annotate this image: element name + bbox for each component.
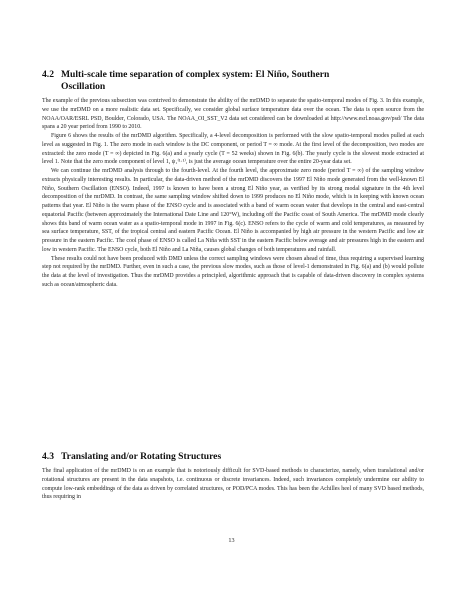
- paragraph: Figure 6 shows the results of the mrDMD algorithm. Specifically, a 4-level decomposition is performed with the slow spatio-temporal modes pulled at each level as suggested in Fig. 1. The zero mode in each window is the DC component, or period T = ∞ mode. At the first level of the decomposition, two modes are extracted: the zero mode (T = ∞) depicted in Fig. 6(a) and a yearly cycle (T = 52 weeks) shown in Fig. 6(b). The yearly cycle is the slowest mode extracted at level 1. Note that the zero mode component of level 1, ψ₁⁽¹·¹⁾, is just the average ocean temperature over the entire 20-year data set.: [42, 133, 424, 166]
- section-body-4-2: [42, 97, 424, 290]
- paragraph: We can continue the mrDMD analysis through to the fourth-level. At the fourth level, the approximate zero mode (period T = ∞) of the sampling window extracts physically interesting results. In particular, the data-driven method of the mrDMD discovers the 1997 El Niño mode generated from the well-known El Niño, Southern Oscillation (ENSO). Indeed, 1997 is known to have been a strong El Niño year, as verified by its strong modal signature in the 4th level decomposition of the mrDMD. In contrast, the same sampling window shifted down to 1999 produces no El Niño mode, which is in keeping with known ocean patterns that year. El Niño is the warm phase of the ENSO cycle and is associated with a band of warm ocean water that develops in the central and east-central equatorial Pacific (between approximately the International Date Line and 120°W), including off the Pacific coast of South America. The mrDMD mode clearly shows this band of warm ocean water as a spatio-temporal mode in 1997 in Fig. 6(c). ENSO refers to the cycle of warm and cold temperatures, as measured by sea surface temperature, SST, of the tropical central and eastern Pacific Ocean. El Niño is accompanied by high air pressure in the western Pacific and low air pressure in the eastern Pacific. The cool phase of ENSO is called La Niña with SST in the eastern Pacific below average and air pressures high in the eastern and low in western Pacific. The ENSO cycle, both El Niño and La Niña, causes global changes of both temperatures and rainfall.: [42, 168, 424, 253]
- section-number: 4.2: [42, 69, 54, 80]
- page-number: 13: [228, 537, 235, 544]
- section-title: Translating and/or Rotating Structures: [61, 451, 222, 462]
- paragraph: The final application of the mrDMD is on an example that is notoriously difficult for SVD-based methods to characterize, namely, when translational and/or rotational structures are present in the data snapshots, i.e. continuous or discrete invariances. Indeed, such invariances completely undermine our ability to compute low-rank embeddings of the data as driven by correlated structures, or POD/PCA modes. This has been the Achilles heel of many SVD based methods, thus requiring in: [42, 468, 424, 501]
- section-heading-4-3: [42, 451, 434, 463]
- paragraph: These results could not have been produced with DMD unless the correct sampling windows were chosen ahead of time, thus requiring a supervised learning step not required by the mrDMD. Further, even in such a case, the previous slow modes, such as those of level-1 demonstrated in Fig. 6(a) and (b) would pollute the data at the level of investigation. Thus the mrDMD provides a principled, algorithmic approach that is capable of data-driven discovery in complex systems such as ocean/atmospheric data.: [42, 255, 424, 288]
- paragraph: The example of the previous subsection was contrived to demonstrate the ability of the mrDMD to separate the spatio-temporal modes of Fig. 3. In this example, we use the mrDMD on a more realistic data set. Specifically, we consider global surface temperature data over the ocean. The data is open source from the NOAA/OAR/ESRL PSD, Boulder, Colorado, USA. The NOAA_OI_SST_V2 data set considered can be downloaded at http://www.esrl.noaa.gov/psd/ The data spans a 20 year period from 1990 to 2010.: [42, 98, 424, 131]
- section-number: 4.3: [42, 451, 54, 462]
- section-title-line1: Multi-scale time separation of complex system: El Niño, Southern: [61, 69, 330, 80]
- section-title-line2: Oscillation: [61, 80, 106, 92]
- section-body-4-3: [42, 467, 424, 502]
- section-heading-4-2: [42, 69, 434, 92]
